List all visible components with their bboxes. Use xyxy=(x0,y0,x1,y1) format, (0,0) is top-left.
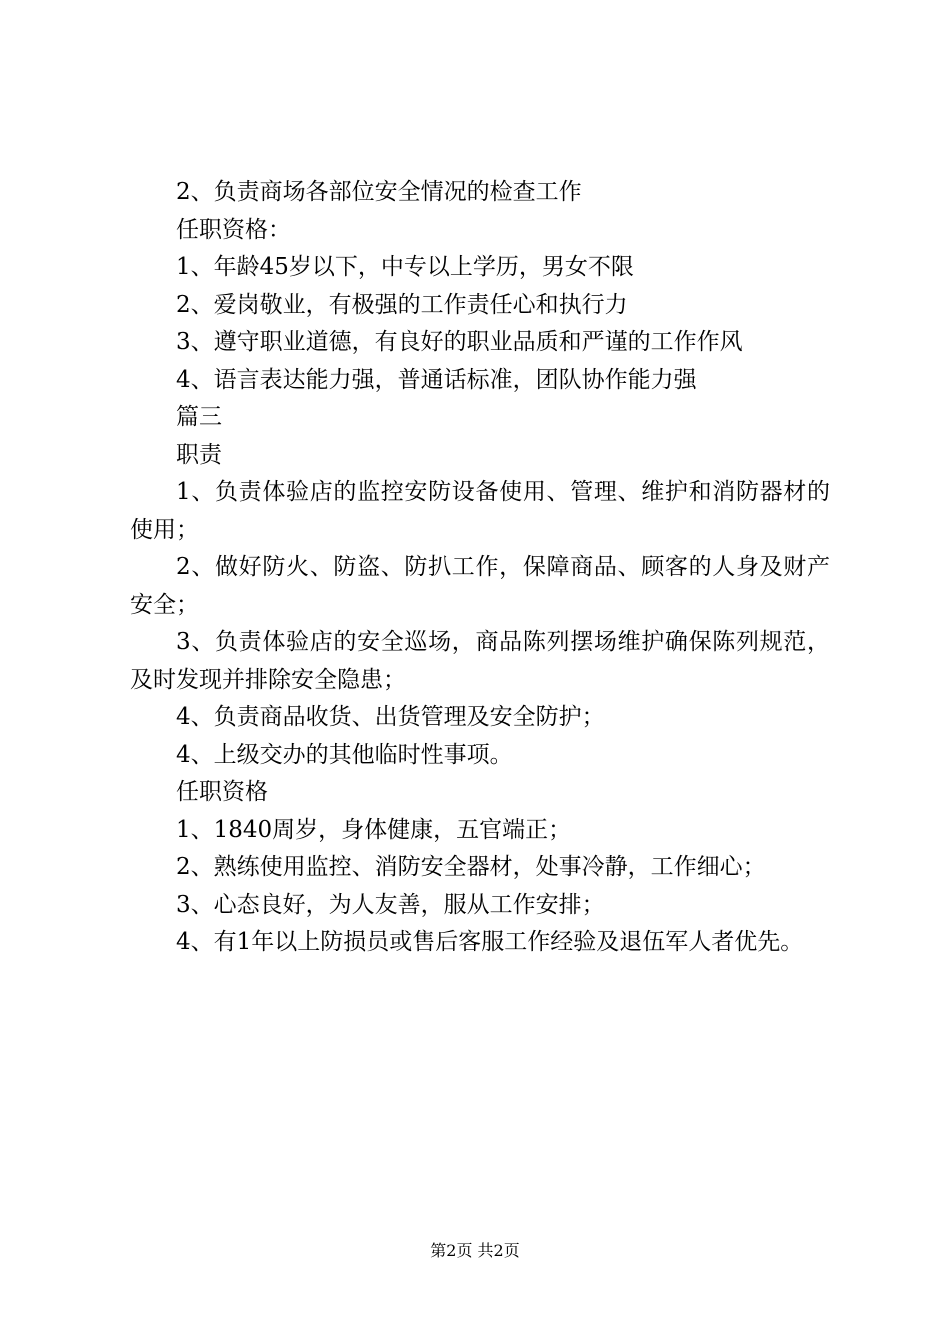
paragraph-qualification-experience: 4、有1年以上防损员或售后客服工作经验及退伍军人者优先。 xyxy=(176,929,804,955)
paragraph-duty-other: 4、上级交办的其他临时性事项。 xyxy=(176,741,513,768)
heading-qualifications: 任职资格： xyxy=(176,216,291,243)
heading-duties: 职责 xyxy=(176,441,222,468)
paragraph-duty-patrol: 3、负责体验店的安全巡场，商品陈列摆场维护确保陈列规范，及时发现并排除安全隐患； xyxy=(130,629,830,693)
paragraph-duty-fire-theft: 2、做好防火、防盗、防扒工作，保障商品、顾客的人身及财产安全； xyxy=(130,554,830,618)
paragraph-duty-inspection: 2、负责商场各部位安全情况的检查工作 xyxy=(176,179,582,205)
paragraph-qualification-ethics: 3、遵守职业道德，有良好的职业品质和严谨的工作作风 xyxy=(176,329,743,355)
page-number-label: 第2页 共2页 xyxy=(430,1241,520,1260)
paragraph-qualification-age: 1、年龄45岁以下，中专以上学历，男女不限 xyxy=(176,254,634,280)
document-body xyxy=(130,174,830,962)
paragraph-qualification-attitude: 3、心态良好，为人友善，服从工作安排； xyxy=(176,891,605,918)
paragraph-duty-goods: 4、负责商品收货、出货管理及安全防护； xyxy=(176,704,605,730)
heading-qualifications-2: 任职资格 xyxy=(176,779,268,805)
page-footer xyxy=(0,1240,950,1262)
section-heading-part-three: 篇三 xyxy=(176,404,222,430)
paragraph-qualification-dedication: 2、爱岗敬业，有极强的工作责任心和执行力 xyxy=(176,291,628,318)
paragraph-qualification-health: 1、1840周岁，身体健康，五官端正； xyxy=(176,816,572,843)
paragraph-qualification-language: 4、语言表达能力强，普通话标准，团队协作能力强 xyxy=(176,366,697,393)
paragraph-qualification-skills: 2、熟练使用监控、消防安全器材，处事冷静，工作细心； xyxy=(176,854,766,880)
paragraph-duty-monitoring: 1、负责体验店的监控安防设备使用、管理、维护和消防器材的使用； xyxy=(130,479,830,543)
